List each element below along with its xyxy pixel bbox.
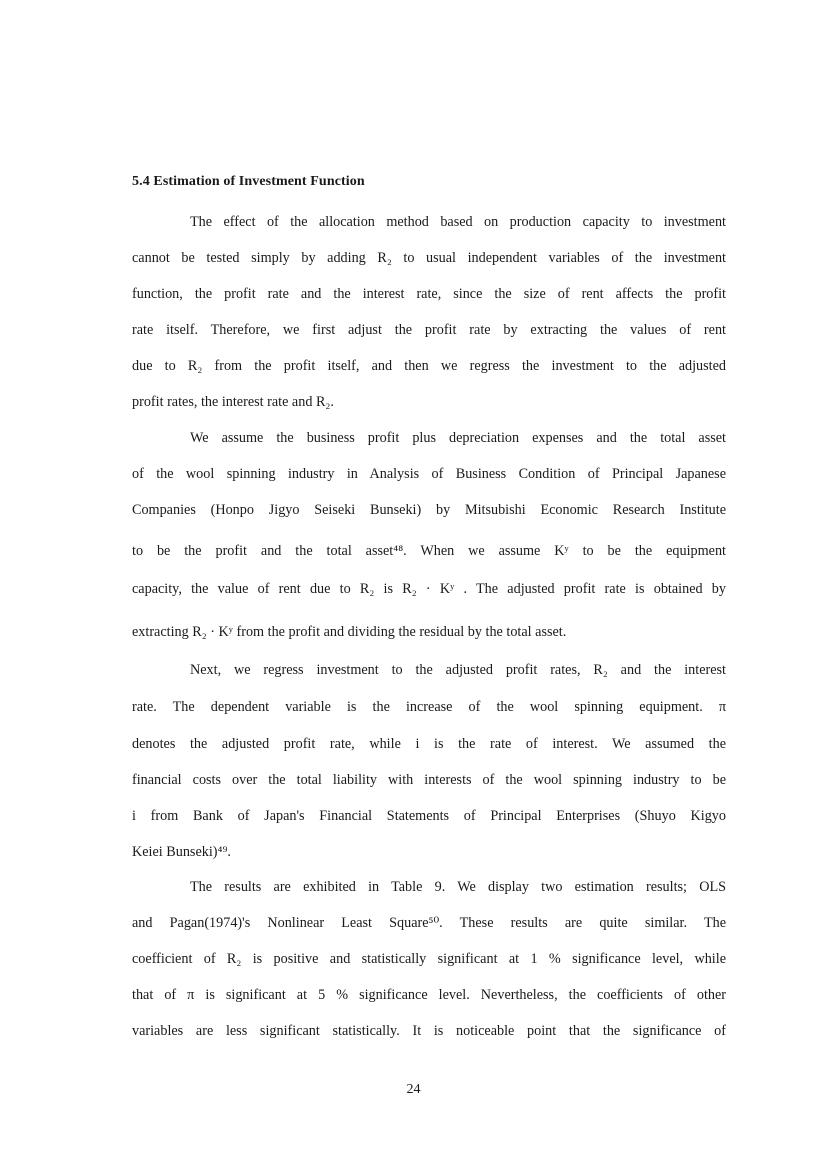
- body-line: function, the profit rate and the interest rate, since the size of rent affects the profit: [132, 286, 726, 302]
- body-line: extracting R₂ · Kʸ from the profit and dividing the residual by the total asset.: [132, 624, 567, 640]
- body-line: Keiei Bunseki)⁴⁹.: [132, 844, 231, 860]
- body-line: The effect of the allocation method based on production capacity to investment: [190, 214, 726, 230]
- body-line: variables are less significant statistically. It is noticeable point that the significance of: [132, 1023, 726, 1039]
- body-line: rate itself. Therefore, we first adjust the profit rate by extracting the values of rent: [132, 322, 726, 338]
- body-line: financial costs over the total liability with interests of the wool spinning industry to be: [132, 772, 726, 788]
- body-line: coefficient of R₂ is positive and statistically significant at 1 % significance level, while: [132, 951, 726, 967]
- body-line: Next, we regress investment to the adjusted profit rates, R₂ and the interest: [190, 662, 726, 678]
- body-line: due to R₂ from the profit itself, and then we regress the investment to the adjusted: [132, 358, 726, 374]
- body-line: capacity, the value of rent due to R₂ is R₂ · Kʸ . The adjusted profit rate is obtained by: [132, 581, 726, 597]
- page-number: 24: [406, 1082, 421, 1097]
- body-line: that of π is significant at 5 % significance level. Nevertheless, the coefficients of other: [132, 987, 726, 1003]
- body-line: The results are exhibited in Table 9. We display two estimation results; OLS: [190, 879, 726, 895]
- body-line: Companies (Honpo Jigyo Seiseki Bunseki) by Mitsubishi Economic Research Institute: [132, 502, 726, 518]
- body-line: We assume the business profit plus depreciation expenses and the total asset: [190, 430, 726, 446]
- body-line: and Pagan(1974)'s Nonlinear Least Square⁵⁰. These results are quite similar. The: [132, 915, 726, 931]
- body-line: of the wool spinning industry in Analysis of Business Condition of Principal Japanese: [132, 466, 726, 482]
- section-heading: 5.4 Estimation of Investment Function: [132, 174, 365, 189]
- body-line: rate. The dependent variable is the increase of the wool spinning equipment. π: [132, 699, 726, 715]
- body-line: to be the profit and the total asset⁴⁸. When we assume Kʸ to be the equipment: [132, 543, 726, 559]
- body-line: profit rates, the interest rate and R₂.: [132, 394, 334, 410]
- body-line: cannot be tested simply by adding R₂ to usual independent variables of the investment: [132, 250, 726, 266]
- body-line: i from Bank of Japan's Financial Statements of Principal Enterprises (Shuyo Kigyo: [132, 808, 726, 824]
- body-line: denotes the adjusted profit rate, while i is the rate of interest. We assumed the: [132, 736, 726, 752]
